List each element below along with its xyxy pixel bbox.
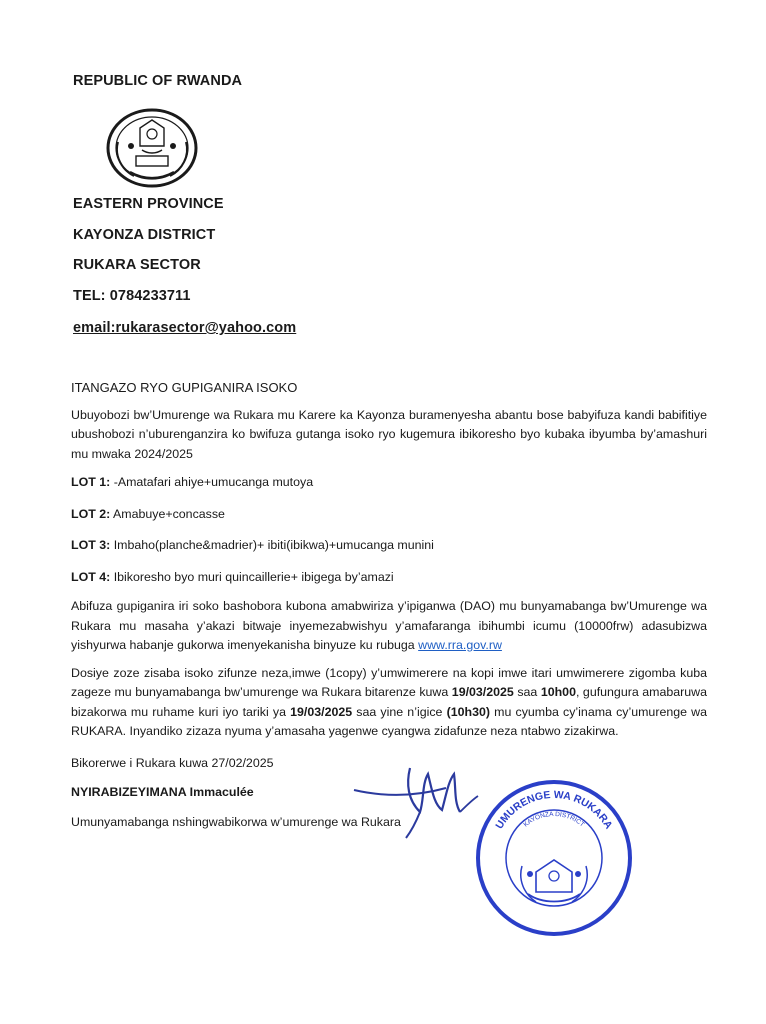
lot-text: Imbaho(planche&madrier)+ ibiti(ibikwa)+umucanga munini bbox=[110, 538, 434, 552]
stamp-inner-text: KAYONZA DISTRICT bbox=[522, 810, 586, 829]
sector-heading: RUKARA SECTOR bbox=[73, 257, 201, 273]
handwritten-signature bbox=[350, 760, 480, 840]
dao-paragraph bbox=[71, 597, 707, 656]
province-heading: EASTERN PROVINCE bbox=[73, 196, 224, 212]
lot-label: LOT 1: bbox=[71, 475, 111, 489]
telephone: TEL: 0784233711 bbox=[73, 288, 191, 304]
done-at-line: Bikorerwe i Rukara kuwa 27/02/2025 bbox=[71, 755, 274, 770]
lot-label: LOT 3: bbox=[71, 538, 111, 552]
submission-text: mu cyumba cy’inama cy’umurenge wa RUKARA. Inyandiko zizaza nyuma y’amasaha yagenwe cyangwa zidafunze neza ntabwo zizakirwa. bbox=[71, 704, 708, 738]
country-heading: REPUBLIC OF RWANDA bbox=[73, 73, 243, 89]
lot-label: LOT 4: bbox=[71, 569, 111, 584]
rwanda-coat-of-arms-icon bbox=[104, 106, 200, 190]
deadline-date: 19/03/2025 bbox=[451, 685, 514, 699]
signatory-name: NYIRABIZEYIMANA Immaculée bbox=[71, 785, 254, 799]
lot-2 bbox=[71, 505, 707, 525]
dao-text: Abifuza gupiganira iri soko bashobora kubona amabwiriza y’ipiganwa (DAO) mu bunyamabanga bw’Umurenge wa Rukara mu masaha y’akazi bitwaje inyemezabwishyu y’amafaranga ibihumbi icumu (10000frw) adasubizwa yishyurwa habanje gukorwa imenyekanisha binyuze ku rubuga bbox=[71, 599, 707, 652]
lot-1 bbox=[71, 473, 707, 493]
deadline-time: 10h00 bbox=[540, 685, 576, 699]
submission-text: , gufungura amabaruwa bizakorwa mu ruhame kuri iyo tariki ya bbox=[71, 685, 707, 719]
submission-text: saa yine n’igice bbox=[352, 704, 447, 719]
svg-text:KAYONZA DISTRICT bbox=[522, 811, 585, 829]
lot-text: Amabuye+concasse bbox=[110, 506, 225, 521]
stamp-text: UMURENGE WA RUKARA bbox=[493, 788, 615, 832]
lot-text: -Amatafari ahiye+umucanga mutoya bbox=[110, 475, 314, 489]
submission-text: Dosiye zoze zisaba isoko zifunze neza,imwe (1copy) y’umwimerere na kopi imwe itari umwimerere zigomba kuba zageze mu bunyamabanga bw’umurenge wa Rukara bitarenze kuwa bbox=[71, 665, 707, 699]
notice-title: ITANGAZO RYO GUPIGANIRA ISOKO bbox=[71, 380, 298, 395]
email-address: email:rukarasector@yahoo.com bbox=[73, 320, 297, 336]
intro-paragraph: Ubuyobozi bw’Umurenge wa Rukara mu Karere ka Kayonza buramenyesha abantu bose babyifuza kandi babifitiye ubushobozi n’uburenganzira ko bwifuza gutanga isoko ryo kugemura ibikoresho byo kubaka ibyumba by’amashuri mu mwaka 2024/2025 bbox=[71, 407, 707, 461]
lot-3 bbox=[71, 536, 707, 556]
signatory-title: Umunyamabanga nshingwabikorwa w’umurenge wa Rukara bbox=[71, 814, 401, 829]
lot-4 bbox=[71, 568, 707, 588]
submission-paragraph bbox=[71, 664, 707, 742]
opening-date: 19/03/2025 bbox=[290, 704, 353, 719]
submission-text: saa bbox=[513, 685, 541, 699]
opening-time: (10h30) bbox=[446, 704, 490, 719]
rra-website-link[interactable]: www.rra.gov.rw bbox=[418, 638, 502, 652]
lot-text: Ibikoresho byo muri quincaillerie+ ibigega by’amazi bbox=[110, 569, 394, 584]
official-stamp bbox=[470, 776, 638, 936]
lot-label: LOT 2: bbox=[71, 506, 111, 521]
district-heading: KAYONZA DISTRICT bbox=[73, 227, 216, 243]
